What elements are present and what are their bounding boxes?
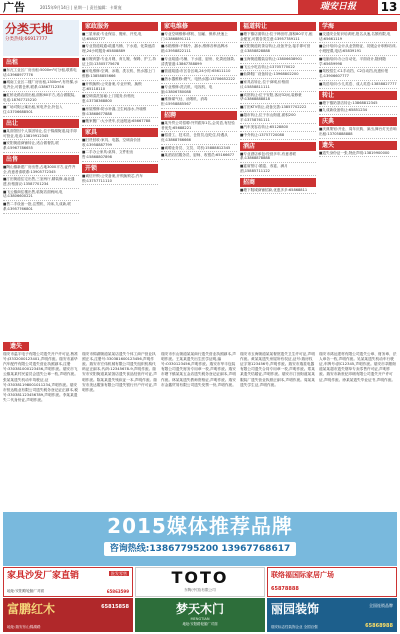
section-heading: 家政服务 [82,22,158,31]
section-heading: 家具 [82,128,158,137]
classified-item: ■城南工业区二楼厂房出租,1300m²,有货梯,水电齐全,可做仓库,联系:13867712356 [3,79,79,91]
ad-furniture [3,567,133,597]
classified-item: ■家具店转让,位于商城,价格面议:15858811111 [240,79,316,91]
classified-item: ■安阳街道奶茶店转让,设备齐全,接手即可营业:13858828888 [240,43,316,55]
classified-item: ■某酒店招服务员、厨师、收银员:65166677 [161,152,237,160]
classified-item: ■空调清洗加氟:上门服务,价格优惠:13738368800 [82,93,158,105]
masthead-title: 分类天地 [5,22,54,36]
lost-column-4: 瑞安市玉海街道某某餐馆遗失卫生许可证,声明作废。黄某某遗失房屋所有权证,证号:瑞房权证字第123456号,声明作废。瑞安市瑞星电器有限公司遗失合同专用章一枚,声明作废。郑某某遗失结婚证,声明作废。瑞安市汀田街道某某服装厂遗失营业执照正副本,声明作废。周某某遗失学生证,声明作废。 [240,352,315,387]
classified-item: ■二手办公家具:桌椅、文件柜出售:15868807898 [82,149,158,161]
classified-item: ■汀田KTV转让,设备完善:13857702222 [240,104,316,112]
ad-row-1 [3,567,397,597]
classified-item: ■玉海街道服装店转让:13806638901 [240,56,316,64]
classified-item: ■中介转让:13757720088 [240,132,316,140]
ad-fupeng-title: 富鹏红木 [7,602,56,616]
section-heading: 出租 [3,58,79,67]
media-brand-banner [3,512,397,566]
ad-toto-brand: TOTO [171,568,229,587]
column-1 [3,20,79,338]
classified-item: ■汽车美容店转让:65128800 [240,124,316,132]
section-title: 广告 [3,1,25,14]
classified-item: ■维修煤气灶、油烟机、消毒柜:15958885567 [161,96,237,108]
classified-item: ■飞云小吃店转让:13705770022 [240,64,316,72]
classified-item: ■管道疏通:市区各区域,24小时:65611110 [161,68,237,76]
issue-date: 2015年9月14日 | 星期一 | 责任编辑：卡斯庞 [40,5,122,10]
section-heading: 家电维修 [161,22,237,31]
classified-item: ■家电维修:空调、冰箱、洗衣机、热水器上门维修:13858855666 [82,68,158,80]
classified-item: ■热水器维修:燃气、电热水器:13706652222 [161,76,237,84]
classified-item: ■塘下鞋城商铺招商,优惠多多:65868811 [240,187,316,195]
classified-item: ■会计培训:会计从业资格证、初级会计职称培训,小班授课,电话:65839191 [319,43,397,55]
lost-notices-section [3,342,397,512]
section-heading: 出售 [3,155,79,164]
section-heading: 福道转让 [240,22,316,31]
ad-furniture-addr: 地址:安阳路轮胎厂对面 [7,589,45,594]
classified-item: ■招普工、技术员、仓管员,包吃住,待遇从优:13868766666 [161,132,237,144]
ad-liyuan-note: 瑞安标志性装饰企业 全国百强 [271,625,318,630]
classified-item: ■塘下镇奶茶店转让:13868812345 [319,100,397,108]
banner-phone: 咨询热线:13867795200 13967768617 [104,542,297,556]
classified-item: ■汀田街道住宅出售,三室两厅,精装修,南北通透,价格面议:13587701234 [3,176,79,188]
lost-section-title: 遗失 [3,342,29,351]
column-3 [161,20,237,338]
classified-item: ■专业维修:洗衣机、电视机、电脑:13806780088 [161,84,237,96]
ad-fupeng-tel: 65815858 [101,604,129,610]
classified-item: ■交通安全知识培训班,报名从速,名额有限,电话:65661119 [319,31,397,43]
lost-column-1: 瑞安市温宇电子有限公司遗失开户许可证,核准号:J3332000123401,声明作废。瑞安市嘉华汽车配件有限公司遗失营业执照副本,注册号:330381000123456,声明作废。瑞安市飞云镇某某村民委员会遗失公章一枚,声明作废。张某某遗失机动车驾驶证,证号:330381198001011234,声明作废。瑞安市恒达鞋业有限公司遗失税务登记证正副本,税号:330381123456789,声明作废。李某某遗失二代身份证,声明作废。 [3,352,78,402]
lost-column-2: 瑞安市锦湖街道某某店遗失个体工商户营业执照正本,注册号:330381600123456,声明作废。瑞安市宏伟机械有限公司遗失组织机构代码证正副本,代码:12345678-9,声明作废。瑞安市安阳街道某某饭店遗失食品经营许可证,声明作废。陈某某遗失残疾证一本,声明作废。瑞安市美达服饰有限公司遗失银行开户许可证,声明作废。 [82,352,157,392]
ad-lianluofu-title: 联络福国际家居广场 [271,571,334,579]
classified-item: ■超市转让,位于东山街道,面积200平:13758761111 [240,112,316,124]
classified-item: ■专业管道疏通:疏通马桶、下水道、化粪池清理,24小时服务:65808889 [82,43,158,55]
classified-item: ■安阳街道商铺转让,适合做餐饮,联系:15967786655 [3,140,79,152]
classified-item: ■虹桥北路店面出租,面积60平方,适合做服装,电话:18767715210 [3,92,79,104]
ad-toto-sub: 东陶(中国)有限公司 [184,588,216,592]
page-number: 13 [380,0,398,14]
classified-item: ■专业疏通:马桶、下水道、厨房、化粪池抽粪,清洗管道:13867788899 [161,56,237,68]
section-heading: 招商 [240,178,316,187]
classified-item: ■诚信开锁:公安备案,开锁换锁芯,汽车锁:13757711110 [82,173,158,185]
newspaper-logo: 瑞安日报 [298,0,378,14]
classified-item: ■售二手设备一批,注塑机、冲床,九成新,联系:13957766801 [3,201,79,213]
ad-mengtian-sub: MENGTIAN [190,617,210,622]
ad-liyuan-tel: 65868988 [365,623,393,630]
classified-item: ■房屋维修:防水补漏,卫生间渗水,外墙维修:13868677888 [82,106,158,118]
classified-item: ■月嫂育婴:专业月嫂、育儿嫂、保姆、护工,持证上岗:13505775678 [82,56,158,68]
classified-item: ■某面馆因个人原因转让,位于锦湖街道,接手即可营业,电话:13819912345 [3,128,79,140]
ad-liyuan [267,598,397,632]
ad-furniture-tel: 65863599 [106,588,129,594]
section-heading: 转让 [319,91,397,100]
ad-furniture-title: 家具沙发厂家直销 [7,571,80,581]
ad-row-2 [3,598,397,632]
classified-item: ■塘下镇店面转让:位于韩田村,面积80平方,租金便宜,可做各类生意:13957789111 [240,31,316,43]
ad-mengtian [135,598,265,632]
classified-item: ■飞云镇商住楼出售,临街店面两间,电话:13806600221 [3,189,79,201]
classified-item: ■专业空调维修:移机、加氟、保养,快速上门:13868891111 [161,31,237,43]
page-header [0,0,400,15]
lost-column-5: 瑞安市鸿达建材有限公司遗失公章、财务章、法人章各一枚,声明作废。吴某某遗失机动车行驶证,车牌号:浙C12345,声明作废。瑞安市莘塍街道某某超市遗失烟草专卖零售许可证,声明作废。瑞安市新世纪印刷有限公司遗失开户许可证,声明作废。徐某某遗失毕业证书,声明作废。 [319,352,397,382]
classified-item: ■冰箱维修:不制冷、漏水,维修各种品牌冰箱:13958822111 [161,43,237,55]
classified-item: ■诚聘业务员、文员、司机:15888812345 [161,145,237,153]
classified-item: ■电脑培训:办公自动化、平面设计,随到随学:65659998 [319,56,397,68]
classified-item: ■搬家搬厂:大小货车,长途短途:65667788 [82,118,158,126]
ad-lianluofu-tel: 65878888 [271,586,299,593]
section-heading: 出让 [3,119,79,128]
classified-item: ■专业酒店承包:经营多年,有意者联系:13868878888 [240,151,316,163]
classified-item: ■宴席预订:婚宴、寿宴、满月酒,15885711122 [240,163,316,175]
ad-furniture-tag: 批发零售 [111,571,127,576]
classified-item: ■宾馆转让:位于安阳,客房32间,装修豪华:13868888818 [240,92,316,104]
classified-item: ■三星家政:专业保洁、搬家、开荒,电话:65802777 [82,31,158,43]
masthead-phone: 分类热线:66917777 [5,37,48,42]
ad-lianluofu [267,567,397,597]
classified-item: ■陶山镇新建厂房出售,占地3000平方,证件齐全,有意者请联系:13905772345 [3,164,79,176]
classified-item: ■广场对街公寓出租,家电齐全,拎包入住:13706688501 [3,104,79,116]
classified-item: ■旧货回收:家具、电器、空调高价回收:13958887799 [82,137,158,149]
column-2 [82,20,158,338]
classified-item: ■仙降鞋厂设备转让:13968802200 [240,71,316,79]
classified-item: ■驾校招生:C1手动挡、C2自动挡,优惠价报名:13906607777 [319,68,397,80]
ad-fupeng [3,598,133,632]
column-4 [240,20,316,338]
column-5 [319,20,397,338]
classified-item: ■英语培训:少儿英语、成人英语:13858827777 [319,81,397,89]
classified-item: ■某外贸公司招聘:外贸跟单1名,会英语,有经验者优先:65688221 [161,120,237,132]
ad-liyuan-sub: 全国连锁品牌 [369,603,393,608]
section-heading: 酒店 [240,142,316,151]
lost-column-3: 瑞安市东山街道某某商行遗失营业执照副本,声明作废。王某某遗失出生医学证明,编号:O330123456,声明作废。瑞安市华丰包装有限公司遗失财务专用章一枚,声明作废。瑞安市塘下镇某某五金店遗失税务登记证副本,声明作废。林某某遗失教师资格证,声明作废。瑞安市金鑫贸易有限公司遗失发票一份,声明作废。 [161,352,236,387]
section-heading: 庆典 [319,117,397,126]
classified-masthead [3,20,79,56]
banner-headline: 2015媒体推荐品牌 [107,514,293,538]
classified-item: ■九成新设备转让:65851234 [319,107,397,115]
classified-item: ■庆典策划:开业、周年庆典、演出,舞台灯光音响出租:13705888888 [319,126,397,138]
section-heading: 学海 [319,22,397,31]
ad-fupeng-addr: 地址:瑞安东山锦湖路 [7,625,41,630]
section-heading: 开锁 [82,164,158,173]
section-heading: 遗失 [319,141,397,150]
ad-liyuan-title: 丽园装饰 [271,602,320,616]
ad-mengtian-title: 梦天木门 [175,602,224,616]
classified-item: ■东瓦工业区厂房出租:5000m²可分租,联系电话:13968977776 [3,67,79,79]
classified-item: ■开锁换锁:公安备案,专业开锁、换锁芯:65118110 [82,81,158,93]
ad-toto [135,567,265,597]
ad-mengtian-addr: 地址:安阳路轮胎厂对面 [182,622,218,627]
section-heading: 招聘 [161,111,237,120]
classified-item: ■遗失身份证一张,特此声明:13819900000 [319,150,397,158]
